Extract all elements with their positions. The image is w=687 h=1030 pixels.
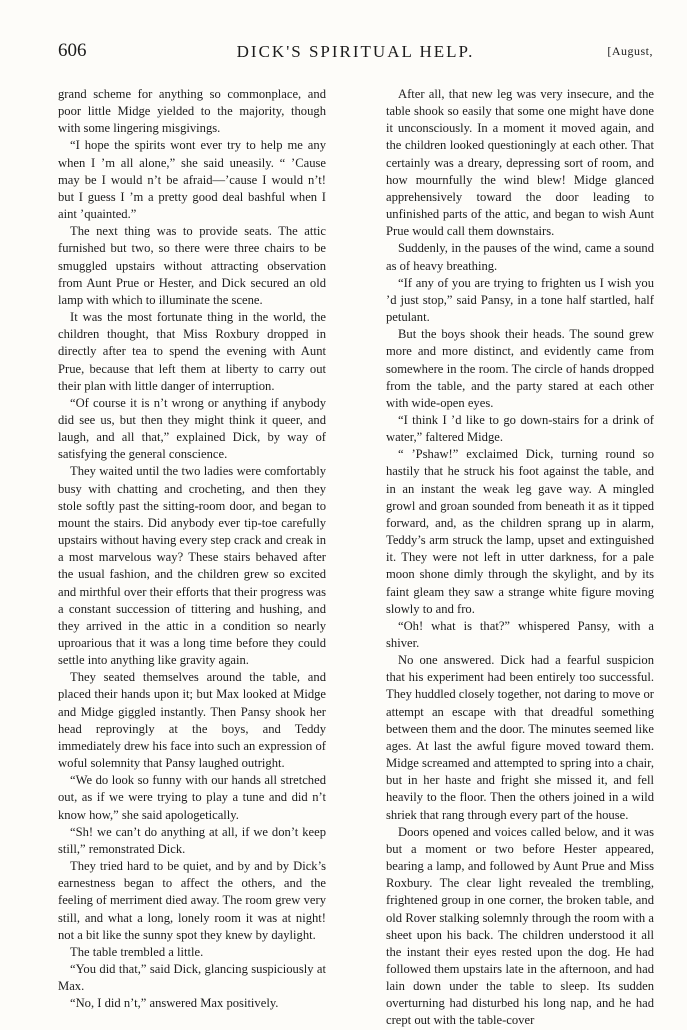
paragraph: After all, that new leg was very insecure, and the table shook so easily that some one might have done it unconsciously. In a moment it moved again, and the children looked questioningly at each other. That certainly was a dreary, depressing sort of room, and how mournfully the wind blew! Midge glanced apprehensively toward the door leading to unfinished parts of the attic, and began to wish Aunt Prue would call them downstairs. bbox=[386, 87, 654, 239]
paragraph: They tried hard to be quiet, and by and by Dick’s earnestness began to affect the others, and the feeling of merriment died away. The room grew very still, and what a long, lonely room it was at night! not a bit like the sunny spot they knew by daylight. bbox=[58, 859, 326, 942]
paragraph: “You did that,” said Dick, glancing suspiciously at Max. bbox=[58, 961, 326, 994]
paragraph: “I think I ’d like to go down-stairs for a drink of water,” faltered Midge. bbox=[386, 412, 654, 445]
paragraph: “If any of you are trying to frighten us I wish you ’d just stop,” said Pansy, in a tone half startled, half petulant. bbox=[386, 275, 654, 325]
paragraph: “No, I did n’t,” answered Max positively. bbox=[70, 996, 279, 1011]
paragraph: “Sh! we can’t do anything at all, if we don’t keep still,” remonstrated Dick. bbox=[58, 824, 326, 856]
paragraph: “ ’Pshaw!” exclaimed Dick, turning round so hastily that he struck his foot against the table, and in an instant the weak leg gave way. A mingled growl and groan sounded from beneath it as it tipped forward, and, as the children sprang up in alarm, Teddy’s arm struck the lamp, upset and extinguished it. They were not left in utter darkness, for a pale moon shone dimly through the skylight, and by its faint gleam they saw a strange white figure moving slowly to and fro. bbox=[386, 447, 654, 616]
paragraph: “I hope the spirits wont ever try to help me any when I ’m all alone,” she said uneasily. “ ’Cause may be I would n’t be afraid—’cause I would n’t! but I guess I ’m a pretty good deal bashful when I aint ’quainted.” bbox=[58, 138, 326, 222]
paragraph: They seated themselves around the table, and placed their hands upon it; but Max looked at Midge and Midge giggled instantly. Then Pansy shook her head reprovingly at the boys, and Teddy immediately drew his face into such an expression of woful solemnity that Pansy laughed outright. bbox=[58, 670, 326, 771]
paragraph: “Of course it is n’t wrong or anything if anybody did see us, but then they might think it queer, and laugh, and all that,” explained Dick, by way of satisfying the general conscience. bbox=[58, 395, 326, 462]
paragraph: No one answered. Dick had a fearful suspicion that his experiment had been entirely too successful. They huddled closely together, not daring to move or attempt an escape with that dreadful something between them and the door. The minutes seemed like ages. At last the awful figure moved toward them. Midge screamed and attempted to spring into a chair, but in her haste and fright she missed it, and fell heavily to the floor. Then the others joined in a wild shriek that rang through every part of the house. bbox=[386, 653, 654, 822]
left-column bbox=[58, 86, 326, 1012]
paragraph: The next thing was to provide seats. The attic furnished but two, so there were three chairs to be smuggled upstairs without attracting observation from Aunt Prue or Hester, and Dick secured an old lamp with which to illuminate the scene. bbox=[58, 224, 326, 307]
issue-date: [August, bbox=[607, 44, 653, 58]
right-column bbox=[386, 86, 654, 1030]
paragraph: Suddenly, in the pauses of the wind, came a sound as of heavy breathing. bbox=[386, 241, 654, 273]
paragraph: They waited until the two ladies were comfortably busy with chatting and crocheting, and then they stole softly past the sitting-room door, and began to mount the stairs. Did anybody ever tip-toe carefully upstairs without having every step crack and creak in a most marvelous way? These stairs behaved after the usual fashion, and the children grew so excited and mirthful over their efforts that their progress was a constant succession of tittering and hushing, and they arrived in the attic in a condition so nearly uproarious that it was a long time before they could settle into anything like gravity again. bbox=[58, 464, 326, 668]
page-number: 606 bbox=[58, 40, 87, 61]
paragraph: grand scheme for anything so commonplace, and poor little Midge yielded to the majority, though with some lingering misgivings. bbox=[58, 87, 326, 136]
paragraph: It was the most fortunate thing in the world, the children thought, that Miss Roxbury dropped in directly after tea to spend the evening with Aunt Prue, because that left them at liberty to carry out their plan with little danger of interruption. bbox=[58, 310, 326, 393]
running-title: DICK'S SPIRITUAL HELP. bbox=[236, 42, 475, 61]
paragraph: “We do look so funny with our hands all stretched out, as if we were trying to play a tune and did n’t know how,” she said apologetically. bbox=[58, 773, 326, 822]
paragraph: But the boys shook their heads. The sound grew more and more distinct, and evidently came from somewhere in the room. The circle of hands dropped from the table, and the party stared at each other with wide-open eyes. bbox=[386, 327, 654, 410]
running-header bbox=[58, 40, 653, 68]
paragraph: “Oh! what is that?” whispered Pansy, with a shiver. bbox=[386, 618, 654, 650]
paragraph: Doors opened and voices called below, and it was but a moment or two before Hester appeared, bearing a lamp, and followed by Aunt Prue and Miss Roxbury. The clear light revealed the trembling, frightened group in one corner, the broken table, and old Rover stalking solemnly through the room with a sheet upon his back. The children understood it all the instant their eyes rested upon the dog. He had followed them upstairs late in the afternoon, and had lain down under the table to sleep. Its sudden overturning had disturbed his long nap, and he had crept out with the table-cover bbox=[386, 824, 654, 1028]
paragraph: The table trembled a little. bbox=[70, 944, 204, 959]
